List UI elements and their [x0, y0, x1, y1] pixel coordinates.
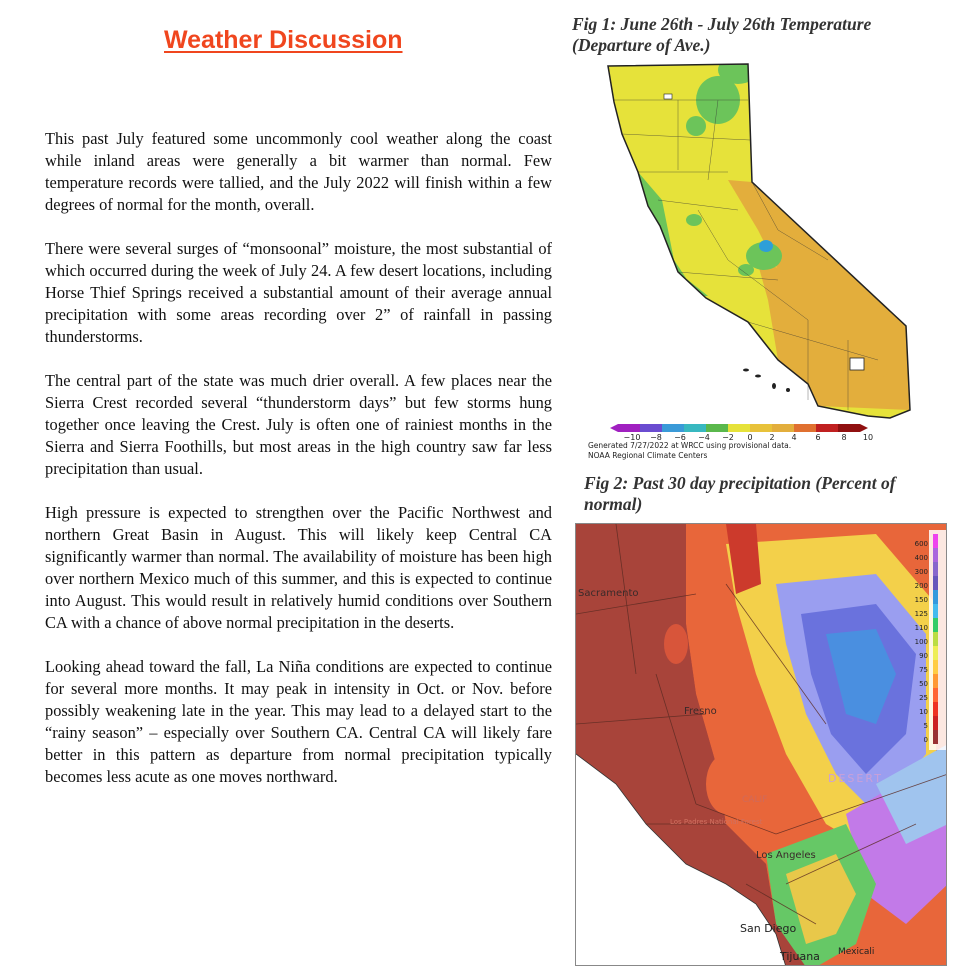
precipitation-map: [575, 523, 947, 966]
legend-value: 0: [923, 736, 928, 744]
temperature-departure-map: [578, 60, 958, 460]
channel-islands: [743, 369, 790, 393]
legend-value: 75: [919, 666, 928, 674]
legend-value: 100: [914, 638, 928, 646]
fig1-caption-text: : June 26th - July 26th Temperature (Departure of Ave.): [572, 14, 872, 55]
legend-value: 150: [914, 596, 928, 604]
legend-value: 50: [919, 680, 928, 688]
generated-note: Generated 7/27/2022 at WRCC using provisional data.: [588, 441, 792, 450]
place-label: Tijuana: [780, 950, 820, 963]
legend-value: 600: [914, 540, 928, 548]
paragraph: The central part of the state was much drier overall. A few places near the Sierra Crest recorded several “thunderstorm days” but few storms hung together once leaving the Crest. July is often one of rainiest months in the Sierra and Sierra Foothills, but most areas in the high country saw far less precipitation than usual.: [45, 371, 552, 478]
legend-value: 90: [919, 652, 928, 660]
legend-value: 200: [914, 582, 928, 590]
california-temperature-fill: [578, 60, 958, 460]
place-label: CALIF: [742, 795, 768, 805]
scale-tick: 8: [841, 433, 847, 442]
temperature-color-scale: [610, 424, 868, 432]
paragraph: High pressure is expected to strengthen over the Pacific Northwest and northern Great Basin in August. This will likely keep Central CA significantly warmer than normal. The availability of moisture has been high over northern Mexico much of this summer, and this is expected to continue into August. This would result in relatively humid conditions over Southern CA with a chance of above normal precipitation in the deserts.: [45, 503, 552, 632]
legend-value: 400: [914, 554, 928, 562]
place-label: Mexicali: [838, 947, 875, 957]
legend-value: 300: [914, 568, 928, 576]
fig2-caption: [584, 473, 954, 515]
place-label: Fresno: [684, 706, 717, 717]
scale-tick: −10: [623, 433, 641, 442]
scale-tick: 10: [862, 433, 874, 442]
page-title: Weather Discussion: [164, 26, 403, 54]
scale-tick: −8: [650, 433, 662, 442]
fig2-label: Fig 2: [584, 473, 623, 493]
fig1-caption: [572, 14, 932, 56]
paragraph: There were several surges of “monsoonal” moisture, the most substantial of which occurred during the week of July 24. A few desert locations, including Horse Thief Springs received a substantial amount of their average annual precipitation with some areas recording over 2” of rainfall in passing thunderstorms.: [45, 239, 552, 346]
legend-value: 5: [923, 722, 928, 730]
legend-value: 110: [914, 624, 928, 632]
discussion-text: [45, 128, 552, 810]
lake-icon: [850, 358, 864, 370]
place-label: Sacramento: [578, 588, 639, 599]
scale-tick: 0: [747, 433, 753, 442]
scale-tick: 4: [791, 433, 797, 442]
place-label: DESERT: [828, 772, 883, 785]
paragraph: Looking ahead toward the fall, La Niña conditions are expected to continue for several more months. It may peak in intensity in Oct. or Nov. before possibly weakening late in the year. This may lead to a delayed start to the “rainy season” – especially over Southern CA. Central CA will likely fare better in this pattern as departure from normal precipitation typically becomes less acute as one moves northward.: [45, 657, 552, 786]
paragraph: This past July featured some uncommonly cool weather along the coast while inland areas were generally a bit warmer than normal. Few temperature records were tallied, and the July 2022 will finish within a few degrees of normal for the month, overall.: [45, 129, 552, 214]
place-label: Los Angeles: [756, 850, 816, 861]
scale-tick: 6: [815, 433, 821, 442]
fig2-caption-text: : Past 30 day precipitation (Percent of normal): [584, 473, 896, 514]
place-label: San Diego: [740, 922, 797, 935]
place-label: Los Padres National Forest: [670, 818, 763, 826]
legend-value: 10: [919, 708, 928, 716]
legend-value: 125: [914, 610, 928, 618]
scale-tick: −6: [674, 433, 686, 442]
scale-tick: 2: [769, 433, 775, 442]
legend-value: 25: [919, 694, 928, 702]
scale-tick: −2: [722, 433, 734, 442]
scale-tick: −4: [698, 433, 710, 442]
source-note: NOAA Regional Climate Centers: [588, 451, 708, 460]
fig1-label: Fig 1: [572, 14, 611, 34]
